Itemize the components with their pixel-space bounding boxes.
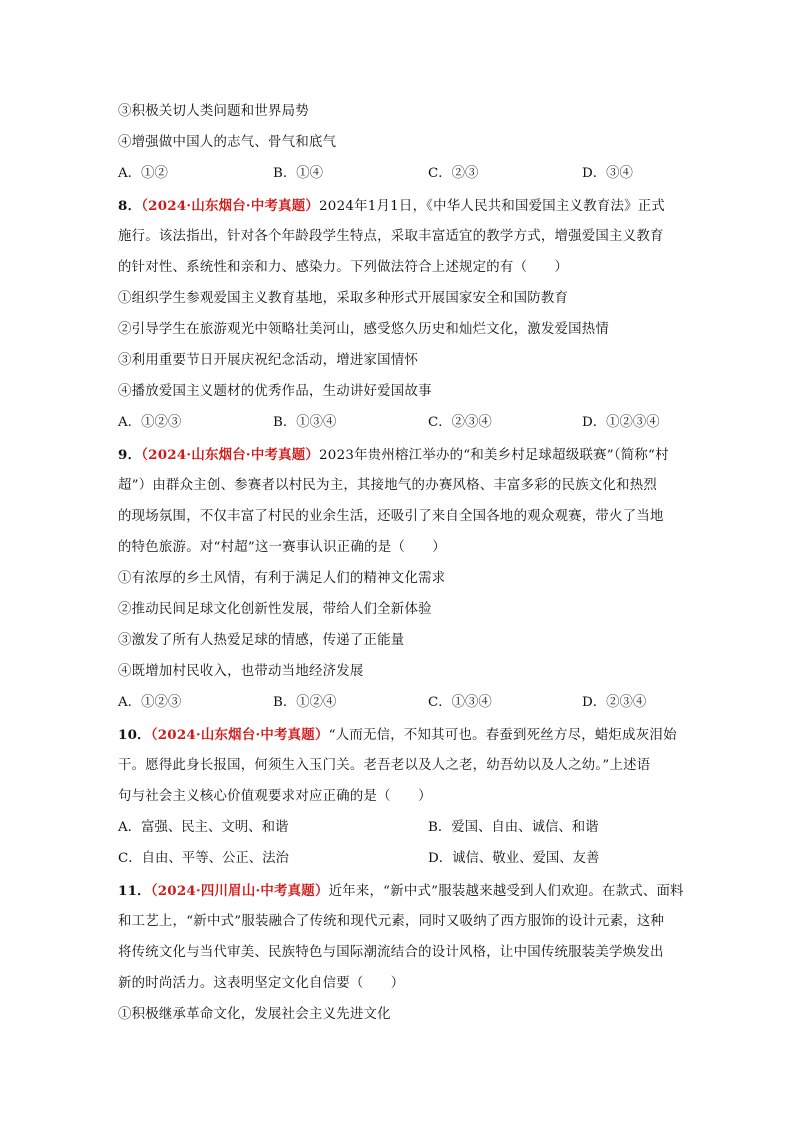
- q8-stem-line-3: 的针对性、系统性和亲和力、感染力。下列做法符合上述规定的有（ ）: [118, 260, 569, 275]
- q8-statement-2: ②引导学生在旅游观光中领略壮美河山，感受悠久历史和灿烂文化，激发爱国热情: [118, 322, 610, 337]
- q9-option-b[interactable]: B．①②④: [273, 695, 337, 710]
- q9-statement-1: ①有浓厚的乡土风情，有利于满足人们的精神文化需求: [118, 571, 446, 586]
- q10-number: 10．: [118, 727, 151, 743]
- q10-stem-line-2: 干。愿得此身长报国，何须生入玉门关。老吾老以及人之老，幼吾幼以及人之幼。”上述语: [118, 758, 651, 773]
- q8-source-tag: （2024·山东烟台·中考真题）: [141, 198, 320, 214]
- q9-option-d[interactable]: D．②③④: [582, 695, 647, 710]
- q9-source-tag: （2024·山东烟台·中考真题）: [141, 447, 320, 463]
- q9-option-c[interactable]: C．①③④: [428, 695, 492, 710]
- q9-stem-line-2: 超”）由群众主创、参赛者以村民为主，其接地气的办赛风格、丰富多彩的民族文化和热烈: [118, 478, 658, 493]
- q7-option-b[interactable]: B．①④: [273, 166, 324, 181]
- q9-number: 9．: [118, 447, 142, 463]
- q9-statement-2: ②推动民间足球文化创新性发展，带给人们全新体验: [118, 602, 432, 617]
- q7-statement-4: ④增强做中国人的志气、骨气和底气: [118, 135, 337, 150]
- q8-statement-3: ③利用重要节日开展庆祝纪念活动，增进家国情怀: [118, 353, 419, 368]
- q11-stem-line-4: 新的时尚活力。这表明坚定文化自信要（ ）: [118, 976, 405, 991]
- q10-option-b[interactable]: B．爱国、自由、诚信、和谐: [428, 820, 599, 835]
- q8-option-c[interactable]: C．②③④: [428, 415, 492, 430]
- q8-option-a[interactable]: A．①②③: [118, 415, 182, 430]
- q8-stem-line-1: 8．（2024·山东烟台·中考真题）2024年1月1日，《中华人民共和国爱国主义教育法》正式: [118, 198, 666, 214]
- q10-option-d[interactable]: D．诚信、敬业、爱国、友善: [428, 851, 600, 866]
- q9-stem-line-4: 的特色旅游。对“村超”这一赛事认识正确的是（ ）: [118, 540, 446, 555]
- q10-source-tag: （2024·山东烟台·中考真题）: [150, 727, 329, 743]
- q10-option-a[interactable]: A．富强、民主、文明、和谐: [118, 820, 289, 835]
- q7-statement-3: ③积极关切人类问题和世界局势: [118, 104, 309, 119]
- q9-stem-line-3: 的现场氛围，不仅丰富了村民的业余生活，还吸引了来自全国各地的观众观赛，带火了当地: [118, 509, 664, 524]
- q9-statement-3: ③激发了所有人热爱足球的情感，传递了正能量: [118, 633, 405, 648]
- q8-statement-1: ①组织学生参观爱国主义教育基地，采取多种形式开展国家安全和国防教育: [118, 291, 569, 306]
- q11-number: 11．: [118, 883, 151, 899]
- q9-statement-4: ④既增加村民收入，也带动当地经济发展: [118, 664, 364, 679]
- q8-number: 8．: [118, 198, 142, 214]
- q10-stem-line-1: 10．（2024·山东烟台·中考真题）“人而无信，不知其可也。春蚕到死丝方尽，蜡炬成灰泪始: [118, 727, 677, 743]
- q9-stem-line-1: 9．（2024·山东烟台·中考真题）2023年贵州榕江举办的“和美乡村足球超级联赛”（简称“村: [118, 447, 669, 463]
- q11-stem-line-3: 将传统文化与当代审美、民族特色与国际潮流结合的设计风格，让中国传统服装美学焕发出: [118, 945, 664, 960]
- q11-stem-line-1: 11．（2024·四川眉山·中考真题）近年来，“新中式”服装越来越受到人们欢迎。在款式、面料: [118, 883, 684, 899]
- q10-stem-line-3: 句与社会主义核心价值观要求对应正确的是（ ）: [118, 789, 432, 804]
- q8-option-d[interactable]: D．①②③④: [582, 415, 660, 430]
- q11-stem-line-2: 和工艺上，“新中式”服装融合了传统和现代元素，同时又吸纳了西方服饰的设计元素，这种: [118, 914, 665, 929]
- q8-statement-4: ④播放爱国主义题材的优秀作品，生动讲好爱国故事: [118, 384, 432, 399]
- q11-statement-1: ①积极继承革命文化，发展社会主义先进文化: [118, 1007, 391, 1022]
- q7-option-c[interactable]: C．②③: [428, 166, 479, 181]
- q7-option-d[interactable]: D．③④: [582, 166, 633, 181]
- q10-option-c[interactable]: C．自由、平等、公正、法治: [118, 851, 289, 866]
- q8-stem-line-2: 施行。该法指出，针对各个年龄段学生特点，采取丰富适宜的教学方式，增强爱国主义教育: [118, 229, 664, 244]
- q8-option-b[interactable]: B．①③④: [273, 415, 337, 430]
- q11-source-tag: （2024·四川眉山·中考真题）: [150, 883, 329, 899]
- q7-option-a[interactable]: A．①②: [118, 166, 168, 181]
- q9-option-a[interactable]: A．①②③: [118, 695, 182, 710]
